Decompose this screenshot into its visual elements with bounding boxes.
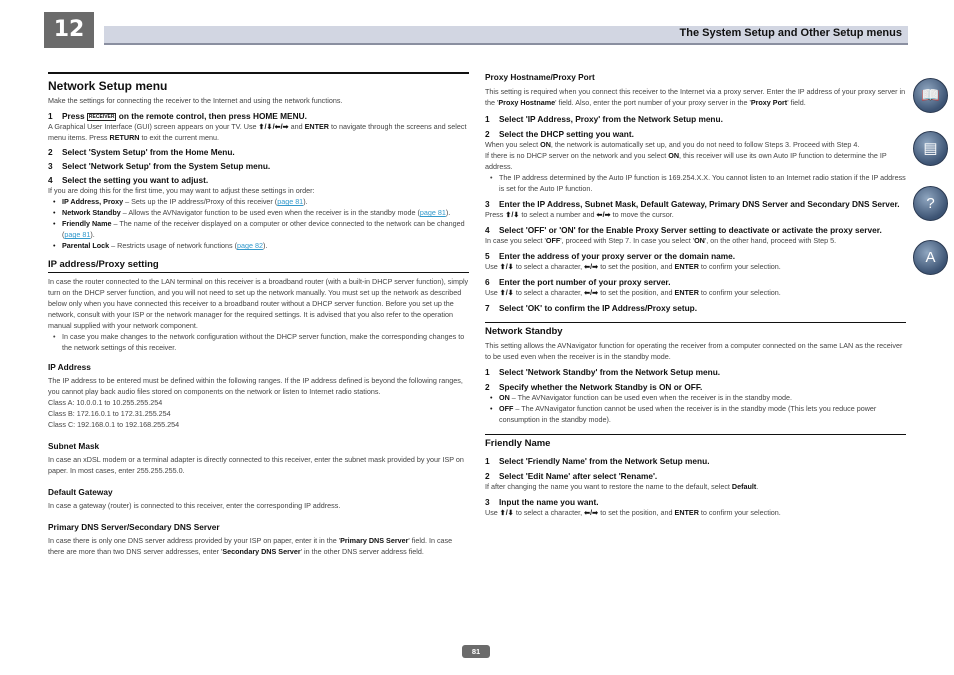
network-standby-off: • OFF – The AVNavigator function cannot be used when the receiver is in the standby mode (This lets you reduce power consumption in the standby mode). xyxy=(485,403,906,425)
left-column xyxy=(48,72,469,557)
step-4: 4 Select the setting you want to adjust. xyxy=(48,175,209,185)
proxy-step-6: 6 Enter the port number of your proxy server. xyxy=(485,277,671,287)
book-icon[interactable]: 📖 xyxy=(913,78,948,113)
page-number: 81 xyxy=(462,645,490,658)
left-right-arrow-icon: ⬅/➡ xyxy=(584,262,599,271)
dns-server-heading: Primary DNS Server/Secondary DNS Server xyxy=(48,522,220,532)
friendly-name-step-3: 3 Input the name you want. xyxy=(485,497,599,507)
proxy-step-7: 7 Select 'OK' to confirm the IP Address/Proxy setup. xyxy=(485,303,698,313)
network-standby-desc: This setting allows the AVNavigator function for operating the receiver from a computer connected on the same LAN as the receiver to be used even when the receiver is in the standby mode. xyxy=(485,341,903,361)
left-right-arrow-icon: ⬅/➡ xyxy=(584,288,599,297)
up-down-arrow-icon: ⬆/⬇ xyxy=(505,210,520,219)
proxy-step-5-desc: Use ⬆/⬇ to select a character, ⬅/➡ to set the position, and ENTER to confirm your selection. xyxy=(485,262,781,271)
ip-address-description: The IP address to be entered must be defined within the following ranges. If the IP address defined is beyond the following ranges, you cannot play back audio files stored on components on the network or listen to Internet radio stations. xyxy=(48,376,463,396)
up-down-arrow-icon: ⬆/⬇ xyxy=(499,508,514,517)
network-standby-step-1: 1 Select 'Network Standby' from the Network Setup menu. xyxy=(485,367,721,377)
default-gateway-description: In case a gateway (router) is connected to this receiver, enter the corresponding IP address. xyxy=(48,501,341,510)
proxy-heading: Proxy Hostname/Proxy Port xyxy=(485,72,595,82)
dns-server-description: In case there is only one DNS server address provided by your ISP on paper, enter it in the 'Primary DNS Server' field. In case there are more than two DNS server addresses, enter 'Secondary DNS Server' in the other DNS server address field. xyxy=(48,536,453,556)
step-3: 3 Select 'Network Setup' from the System Setup menu. xyxy=(48,161,271,171)
page-link[interactable]: page 82 xyxy=(236,241,263,250)
friendly-name-step-2-desc: If after changing the name you want to restore the name to the default, select Default. xyxy=(485,482,759,491)
list-item: • Network Standby – Allows the AVNavigator function to be used even when the receiver is in the standby mode (page 81). xyxy=(48,207,469,218)
arrow-keys-icon: ⬆/⬇/⬅/➡ xyxy=(258,122,289,131)
header-title: The System Setup and Other Setup menus xyxy=(679,27,902,39)
proxy-step-3: 3 Enter the IP Address, Subnet Mask, Default Gateway, Primary DNS Server and Secondary DNS Server. xyxy=(485,199,900,209)
friendly-name-title: Friendly Name xyxy=(485,438,551,449)
proxy-step-4-desc: In case you select 'OFF', proceed with Step 7. In case you select 'ON', on the other hand, proceed with Step 5. xyxy=(485,236,837,245)
page-link[interactable]: page 81 xyxy=(64,230,91,239)
ip-proxy-note: • In case you make changes to the network configuration without the DHCP server function, make the corresponding changes to the network settings of this receiver. xyxy=(48,331,469,353)
proxy-step-6-desc: Use ⬆/⬇ to select a character, ⬅/➡ to set the position, and ENTER to confirm your selection. xyxy=(485,288,781,297)
list-item: • Friendly Name – The name of the receiver displayed on a computer or other device connected to the network can be changed (page 81). xyxy=(48,218,469,240)
network-standby-title: Network Standby xyxy=(485,326,563,337)
ip-proxy-description: In case the router connected to the LAN terminal on this receiver is a broadband router (with a built-in DHCP server function), simply turn on the DHCP server function, and you will not need to set up the network manually. You must set up the network as described below only when you have connected this receiver to a broadband router without a DHCP server function. Before you set up the network, consult with your ISP or the network manager for the required settings. It is advised that you also refer to the operation manual supplied with your network component. xyxy=(48,277,469,330)
up-down-arrow-icon: ⬆/⬇ xyxy=(499,288,514,297)
header-bar xyxy=(104,26,908,45)
class-b-range: Class B: 172.16.0.1 to 172.31.255.254 xyxy=(48,409,171,418)
section-rule xyxy=(48,72,469,74)
friendly-name-step-3-desc: Use ⬆/⬇ to select a character, ⬅/➡ to set the position, and ENTER to confirm your selection. xyxy=(485,508,781,517)
proxy-step-4: 4 Select 'OFF' or 'ON' for the Enable Proxy Server setting to deactivate or activate the proxy server. xyxy=(485,225,882,235)
section-title-network-setup: Network Setup menu xyxy=(48,79,168,93)
proxy-step-2-desc: When you select ON, the network is automatically set up, and you do not need to follow Steps 3. Proceed with Step 4. xyxy=(485,140,860,149)
friendly-name-step-1: 1 Select 'Friendly Name' from the Network Setup menu. xyxy=(485,456,710,466)
subsection-rule xyxy=(48,272,469,273)
step-1: 1 Press RECEIVER on the remote control, then press HOME MENU. xyxy=(48,111,307,121)
list-item: • Parental Lock – Restricts usage of network functions (page 82). xyxy=(48,240,469,251)
proxy-step-1: 1 Select 'IP Address, Proxy' from the Network Setup menu. xyxy=(485,114,723,124)
step-4-description: If you are doing this for the first time, you may want to adjust these settings in order: xyxy=(48,186,315,195)
faq-icon[interactable]: A xyxy=(913,240,948,275)
page-link[interactable]: page 81 xyxy=(277,197,304,206)
class-a-range: Class A: 10.0.0.1 to 10.255.255.254 xyxy=(48,398,163,407)
network-standby-step-2: 2 Specify whether the Network Standby is ON or OFF. xyxy=(485,382,703,392)
left-right-arrow-icon: ⬅/➡ xyxy=(584,508,599,517)
default-gateway-heading: Default Gateway xyxy=(48,487,113,497)
receiver-button-icon: RECEIVER xyxy=(88,114,115,120)
page-link[interactable]: page 81 xyxy=(419,208,446,217)
auto-ip-note: • The IP address determined by the Auto IP function is 169.254.X.X. You cannot listen to an Internet radio station if the IP address is set for the Auto IP function. xyxy=(485,172,906,194)
proxy-step-5: 5 Enter the address of your proxy server or the domain name. xyxy=(485,251,736,261)
proxy-description: This setting is required when you connect this receiver to the Internet via a proxy server. Enter the IP address of your proxy server in the 'Proxy Hostname' field. Also, enter the port number of your proxy server in the 'Proxy Port' field. xyxy=(485,87,906,107)
chapter-number: 12 xyxy=(44,12,94,48)
ip-address-heading: IP Address xyxy=(48,362,91,372)
proxy-step-3-desc: Press ⬆/⬇ to select a number and ⬅/➡ to move the cursor. xyxy=(485,210,674,219)
subsection-rule xyxy=(485,434,906,435)
class-c-range: Class C: 192.168.0.1 to 192.168.255.254 xyxy=(48,420,180,429)
subnet-mask-description: In case an xDSL modem or a terminal adapter is directly connected to this receiver, enter the subnet mask provided by your ISP on paper. In most cases, enter 255.255.255.0. xyxy=(48,455,464,475)
left-right-arrow-icon: ⬅/➡ xyxy=(596,210,611,219)
up-down-arrow-icon: ⬆/⬇ xyxy=(499,262,514,271)
network-standby-on: • ON – The AVNavigator function can be used even when the receiver is in the standby mode. xyxy=(485,392,906,403)
troubleshoot-icon[interactable]: ? xyxy=(913,186,948,221)
proxy-step-2: 2 Select the DHCP setting you want. xyxy=(485,129,634,139)
subnet-mask-heading: Subnet Mask xyxy=(48,441,100,451)
remote-icon[interactable]: ▤ xyxy=(913,131,948,166)
subsection-title-ip-proxy: IP address/Proxy setting xyxy=(48,259,159,270)
subsection-rule xyxy=(485,322,906,323)
network-setup-intro: Make the settings for connecting the receiver to the Internet and using the network functions. xyxy=(48,96,343,105)
right-column xyxy=(485,72,906,518)
step-2: 2 Select 'System Setup' from the Home Menu. xyxy=(48,147,235,157)
proxy-step-2-desc-2: If there is no DHCP server on the network and you select ON, this receiver will use its own Auto IP function to determine the IP address. xyxy=(485,151,887,171)
step-1-description: A Graphical User Interface (GUI) screen appears on your TV. Use ⬆/⬇/⬅/➡ and ENTER to navigate through the screens and select menu items. Press RETURN to exit the current menu. xyxy=(48,122,467,142)
friendly-name-step-2: 2 Select 'Edit Name' after select 'Rename'. xyxy=(485,471,658,481)
list-item: • IP Address, Proxy – Sets up the IP address/Proxy of this receiver (page 81). xyxy=(48,196,469,207)
